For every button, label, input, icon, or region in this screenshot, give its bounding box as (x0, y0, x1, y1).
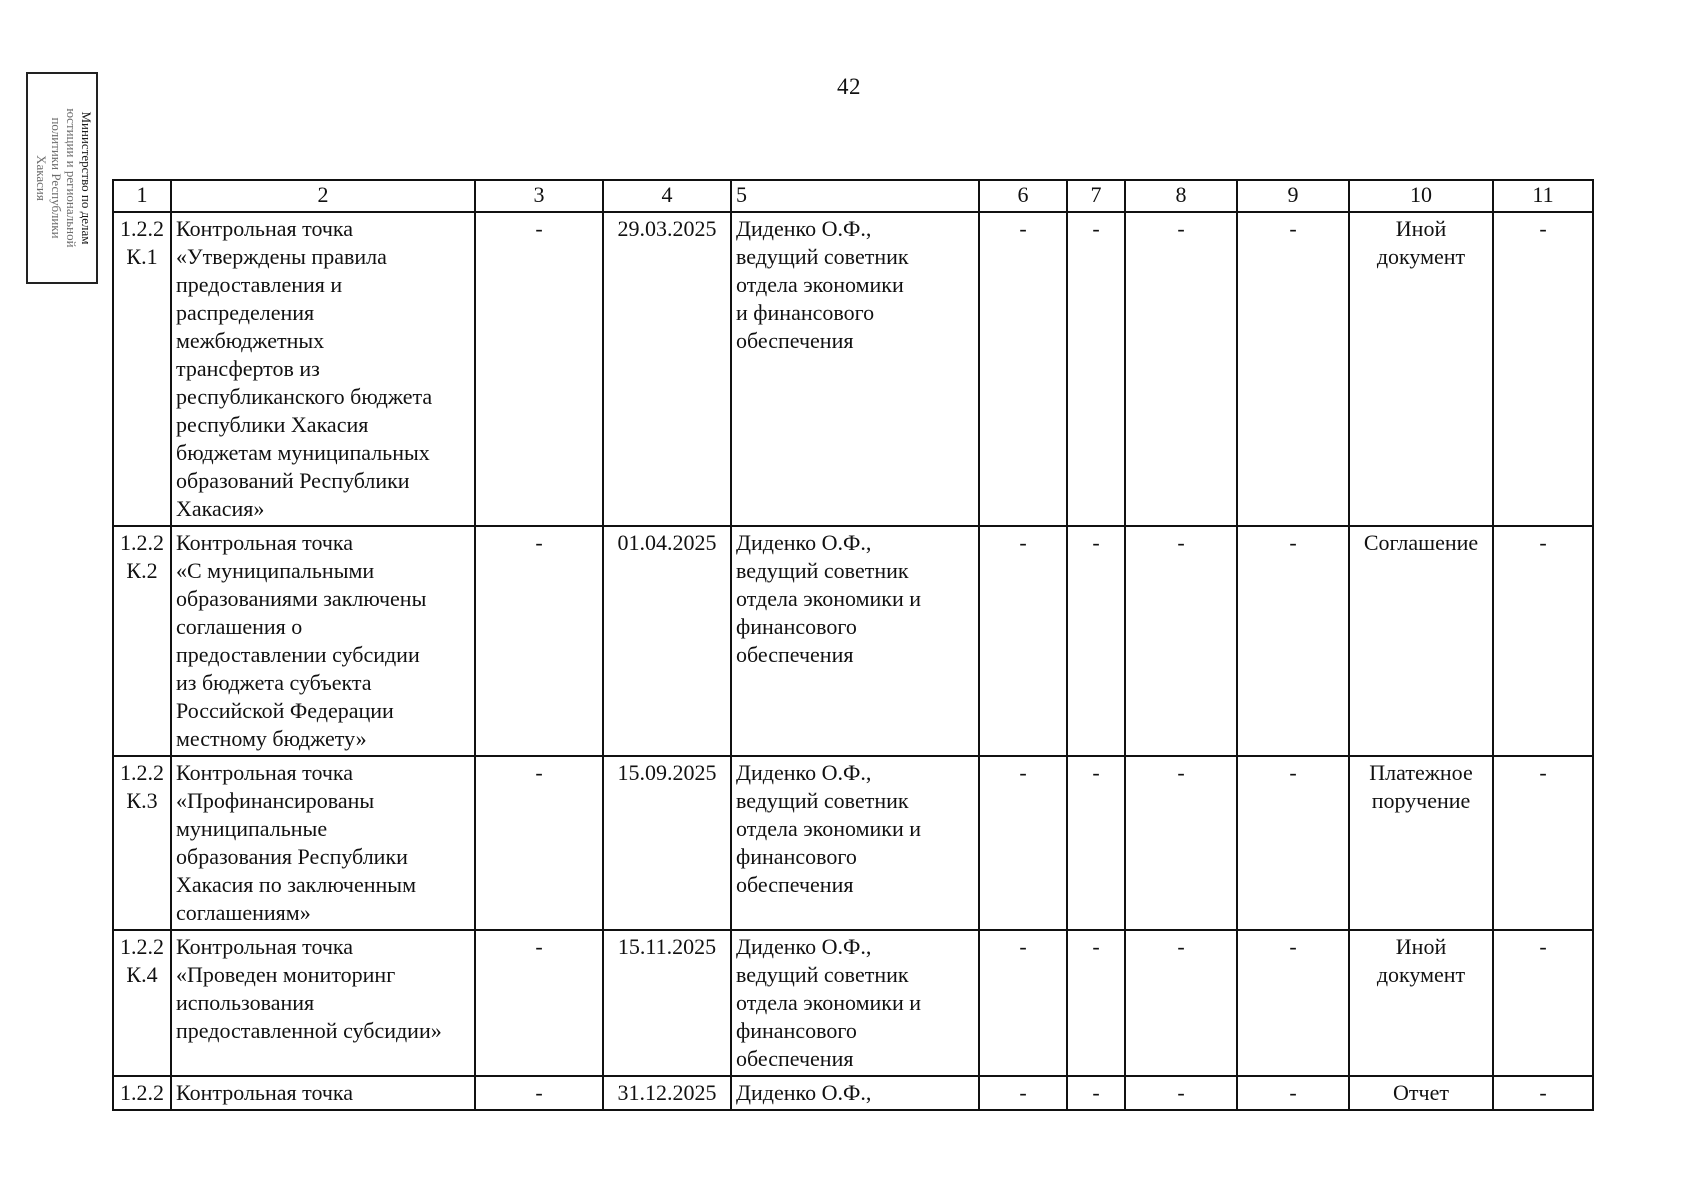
cell-col3: - (475, 212, 603, 526)
cell-col3: - (475, 526, 603, 756)
control-point-name: Контрольная точка «Утверждены правила предоставления и распределения межбюджетных трансфертов из республиканского бюджета республики Хакасия бюджетам муниципальных образований Республики Хакасия» (171, 212, 475, 526)
table-row (113, 756, 1593, 930)
stamp-text (26, 72, 98, 284)
header-cell: 6 (979, 180, 1067, 212)
cell-col3: - (475, 1076, 603, 1110)
cell-col3: - (475, 756, 603, 930)
cell-col9: - (1237, 1076, 1349, 1110)
cell-col6: - (979, 930, 1067, 1076)
responsible-person: Диденко О.Ф., ведущий советник отдела экономики и финансового обеспечения (731, 526, 979, 756)
deadline-date: 15.11.2025 (603, 930, 731, 1076)
header-cell: 11 (1493, 180, 1593, 212)
cell-col11: - (1493, 212, 1593, 526)
row-number: 1.2.2 К.4 (113, 930, 171, 1076)
row-number: 1.2.2 К.3 (113, 756, 171, 930)
stamp-line: политики Республики (49, 117, 64, 239)
cell-col11: - (1493, 756, 1593, 930)
cell-col8: - (1125, 756, 1237, 930)
cell-col8: - (1125, 930, 1237, 1076)
header-cell: 8 (1125, 180, 1237, 212)
header-cell: 7 (1067, 180, 1125, 212)
cell-col6: - (979, 1076, 1067, 1110)
page-number: 42 (837, 74, 861, 99)
document-type: Отчет (1349, 1076, 1493, 1110)
cell-col6: - (979, 526, 1067, 756)
header-cell: 5 (731, 180, 979, 212)
control-point-name: Контрольная точка «Профинансированы муниципальные образования Республики Хакасия по заключенным соглашениям» (171, 756, 475, 930)
cell-col11: - (1493, 1076, 1593, 1110)
header-cell: 10 (1349, 180, 1493, 212)
cell-col9: - (1237, 526, 1349, 756)
cell-col9: - (1237, 756, 1349, 930)
cell-col9: - (1237, 212, 1349, 526)
cell-col6: - (979, 212, 1067, 526)
table-row (113, 1076, 1593, 1110)
stamp-line: юстиции и региональной (64, 108, 79, 248)
registration-stamp (26, 72, 98, 284)
cell-col9: - (1237, 930, 1349, 1076)
cell-col7: - (1067, 930, 1125, 1076)
responsible-person: Диденко О.Ф., ведущий советник отдела экономики и финансового обеспечения (731, 756, 979, 930)
table-row (113, 212, 1593, 526)
cell-col3: - (475, 930, 603, 1076)
responsible-person: Диденко О.Ф., ведущий советник отдела экономики и финансового обеспечения (731, 930, 979, 1076)
table-row (113, 526, 1593, 756)
deadline-date: 01.04.2025 (603, 526, 731, 756)
cell-col8: - (1125, 1076, 1237, 1110)
cell-col7: - (1067, 212, 1125, 526)
cell-col7: - (1067, 526, 1125, 756)
cell-col7: - (1067, 756, 1125, 930)
deadline-date: 29.03.2025 (603, 212, 731, 526)
control-point-name: Контрольная точка (171, 1076, 475, 1110)
header-cell: 3 (475, 180, 603, 212)
row-number: 1.2.2 (113, 1076, 171, 1110)
control-points-table (112, 179, 1594, 1111)
header-cell: 9 (1237, 180, 1349, 212)
cell-col8: - (1125, 526, 1237, 756)
responsible-person: Диденко О.Ф., ведущий советник отдела экономики и финансового обеспечения (731, 212, 979, 526)
document-type: Платежное поручение (1349, 756, 1493, 930)
table-row (113, 930, 1593, 1076)
header-cell: 4 (603, 180, 731, 212)
header-cell: 2 (171, 180, 475, 212)
header-cell: 1 (113, 180, 171, 212)
document-type: Иной документ (1349, 212, 1493, 526)
control-point-name: Контрольная точка «С муниципальными образованиями заключены соглашения о предоставлении субсидии из бюджета субъекта Российской Федерации местному бюджету» (171, 526, 475, 756)
cell-col8: - (1125, 212, 1237, 526)
responsible-person: Диденко О.Ф., (731, 1076, 979, 1110)
cell-col11: - (1493, 526, 1593, 756)
cell-col11: - (1493, 930, 1593, 1076)
row-number: 1.2.2 К.1 (113, 212, 171, 526)
document-type: Соглашение (1349, 526, 1493, 756)
stamp-line: Министерство по делам (79, 111, 94, 245)
deadline-date: 15.09.2025 (603, 756, 731, 930)
document-type: Иной документ (1349, 930, 1493, 1076)
deadline-date: 31.12.2025 (603, 1076, 731, 1110)
cell-col7: - (1067, 1076, 1125, 1110)
table-header-row (113, 180, 1593, 212)
stamp-line: Хакасия (34, 155, 49, 201)
control-point-name: Контрольная точка «Проведен мониторинг использования предоставленной субсидии» (171, 930, 475, 1076)
cell-col6: - (979, 756, 1067, 930)
row-number: 1.2.2 К.2 (113, 526, 171, 756)
